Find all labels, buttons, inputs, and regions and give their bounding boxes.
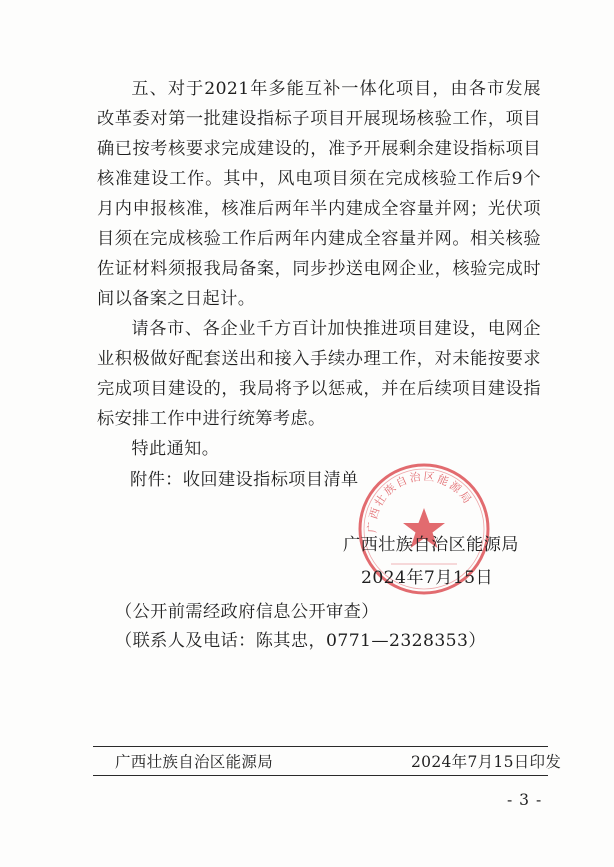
public-review-note: （公开前需经政府信息公开审查） xyxy=(115,602,379,622)
paragraph-notice: 特此通知。 xyxy=(131,439,220,459)
footer-organization: 广西壮族自治区能源局 xyxy=(115,753,274,771)
footer-print-date: 2024年7月15日印发 xyxy=(411,753,562,771)
footer-bottom-rule xyxy=(93,775,548,776)
page-number: - 3 - xyxy=(507,791,543,809)
paragraph-five: 五、对于2021年多能互补一体化项目，由各市发展改革委对第一批建设指标子项目开展现场核验工作，项目确已按考核要求完成建设的，准予开展剩余建设指标项目核准建设工作。其中，风电项目须在完成核验工作后9个月内申报核准，核准后两年半内建成全容量并网；光伏项目须在完成核验工作后两年内建成全容量并网。相关核验佐证材料须报我局备案，同步抄送电网企业，核验完成时间以备案之日起计。 xyxy=(97,79,541,309)
contact-note: （联系人及电话：陈其忠，0771—2328353） xyxy=(115,631,486,651)
body-text xyxy=(97,74,541,464)
issue-date: 2024年7月15日 xyxy=(361,568,494,588)
paragraph-request: 请各市、各企业千方百计加快推进项目建设，电网企业积极做好配套送出和接入手续办理工作，对未能按要求完成项目建设的，我局将予以惩戒，并在后续项目建设指标安排工作中进行统筹考虑。 xyxy=(97,319,541,429)
footer-top-rule xyxy=(93,746,548,747)
svg-text:广西壮族自治区能源局: 广西壮族自治区能源局 xyxy=(365,469,476,534)
issuer-name: 广西壮族自治区能源局 xyxy=(343,535,519,555)
attachment-line: 附件：收回建设指标项目清单 xyxy=(130,470,359,490)
